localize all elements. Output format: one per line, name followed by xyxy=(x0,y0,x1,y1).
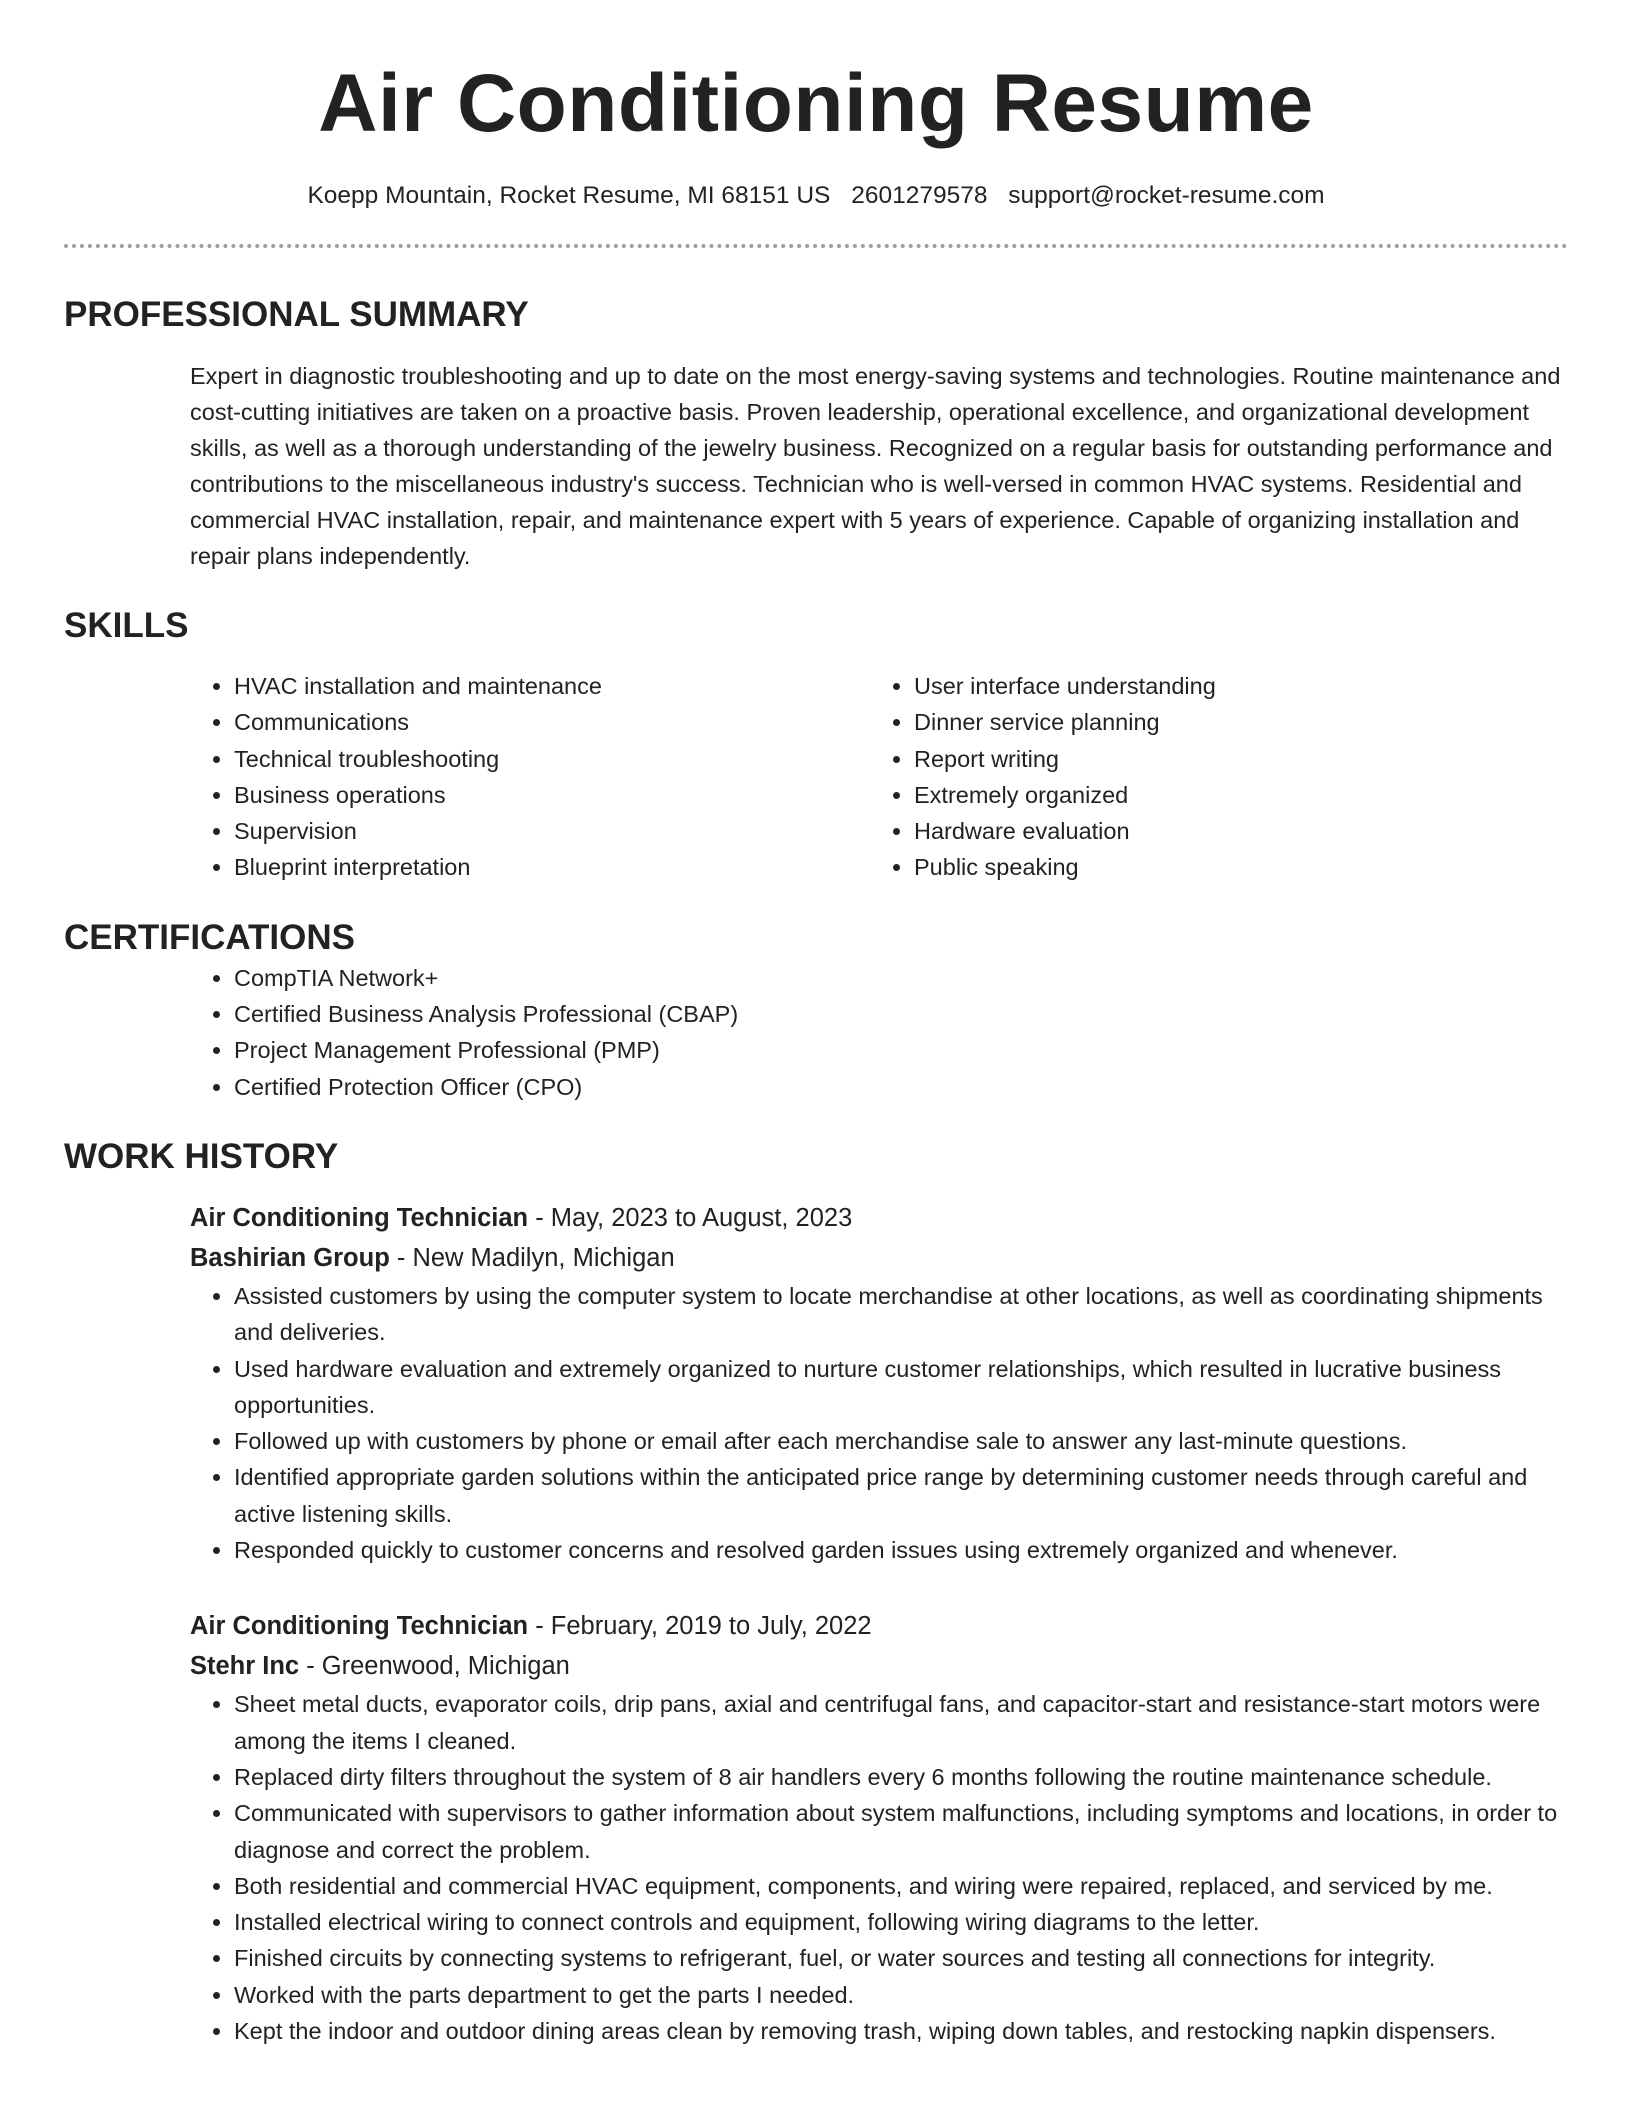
job-duty: • Finished circuits by connecting systems to refrigerant, fuel, or water sources and testing all connections for integrity. xyxy=(234,1940,1568,1976)
skill-item: • Public speaking xyxy=(914,849,1550,885)
job-entry xyxy=(190,1606,1568,2049)
job-company-line xyxy=(190,1238,1568,1278)
job-duty: • Followed up with customers by phone or email after each merchandise sale to answer any last-minute questions. xyxy=(234,1423,1568,1459)
skill-item: • Extremely organized xyxy=(914,777,1550,813)
resume-title: Air Conditioning Resume xyxy=(318,58,1314,149)
job-duty: • Responded quickly to customer concerns and resolved garden issues using extremely organized and whenever. xyxy=(234,1532,1568,1568)
contact-address: Koepp Mountain, Rocket Resume, MI 68151 US xyxy=(307,182,831,209)
skills-heading: SKILLS xyxy=(64,606,189,645)
job-title-line xyxy=(190,1606,1568,1646)
header-divider xyxy=(64,244,1568,248)
certification-item: • Project Management Professional (PMP) xyxy=(234,1032,1568,1068)
job-role: Air Conditioning Technician xyxy=(190,1612,529,1641)
skill-item: • Dinner service planning xyxy=(914,704,1550,740)
skill-item: • Supervision xyxy=(234,813,870,849)
contact-email: support@rocket-resume.com xyxy=(1008,182,1325,209)
skill-item: • Communications xyxy=(234,704,870,740)
work-history-heading: WORK HISTORY xyxy=(64,1136,339,1176)
job-role: Air Conditioning Technician xyxy=(190,1203,529,1232)
job-entry xyxy=(190,1198,1568,1568)
summary-text: Expert in diagnostic troubleshooting and up to date on the most energy-saving systems and technologies. Routine maintenance and cost-cutting initiatives are taken on a proactive basis. Proven leadership, operational excellence, and organizational development skills, as well as a thorough understanding of the jewelry business. Recognized on a regular basis for outstanding performance and contributions to the miscellaneous industry's success. Technician who is well-versed in common HVAC systems. Residential and commercial HVAC installation, repair, and maintenance expert with 5 years of experience. Capable of organizing installation and repair plans independently. xyxy=(190,363,1561,569)
job-location: - Greenwood, Michigan xyxy=(299,1652,570,1681)
skill-item: • Business operations xyxy=(234,777,870,813)
contact-phone: 2601279578 xyxy=(851,182,988,209)
certification-item: • CompTIA Network+ xyxy=(234,960,1568,996)
certifications-heading: CERTIFICATIONS xyxy=(64,917,356,957)
certification-item: • Certified Business Analysis Professional (CBAP) xyxy=(234,996,1568,1032)
skill-item: • Report writing xyxy=(914,741,1550,777)
job-company-line xyxy=(190,1646,1568,1686)
skill-item: • User interface understanding xyxy=(914,668,1550,704)
job-location: - New Madilyn, Michigan xyxy=(389,1243,675,1272)
skills-grid xyxy=(190,668,1568,886)
skill-item: • Hardware evaluation xyxy=(914,813,1550,849)
skills-column-left xyxy=(190,668,870,886)
certifications-list xyxy=(190,960,1568,1105)
job-duty: • Assisted customers by using the computer system to locate merchandise at other locations, as well as coordinating shipments and deliveries. xyxy=(234,1278,1568,1351)
job-dates: - May, 2023 to August, 2023 xyxy=(528,1203,853,1232)
job-duty: • Installed electrical wiring to connect controls and equipment, following wiring diagrams to the letter. xyxy=(234,1904,1568,1940)
certification-item: • Certified Protection Officer (CPO) xyxy=(234,1069,1568,1105)
job-company: Bashirian Group xyxy=(190,1243,390,1272)
job-duties-list xyxy=(190,1686,1568,2049)
job-dates: - February, 2019 to July, 2022 xyxy=(528,1612,872,1641)
job-duty: • Replaced dirty filters throughout the system of 8 air handlers every 6 months following the routine maintenance schedule. xyxy=(234,1759,1568,1795)
job-duty: • Sheet metal ducts, evaporator coils, drip pans, axial and centrifugal fans, and capacitor-start and resistance-start motors were among the items I cleaned. xyxy=(234,1686,1568,1759)
job-duty: • Both residential and commercial HVAC equipment, components, and wiring were repaired, replaced, and serviced by me. xyxy=(234,1868,1568,1904)
job-duty: • Kept the indoor and outdoor dining areas clean by removing trash, wiping down tables, and restocking napkin dispensers. xyxy=(234,2013,1568,2049)
skill-item: • HVAC installation and maintenance xyxy=(234,668,870,704)
resume-header xyxy=(64,0,1568,248)
job-duty: • Communicated with supervisors to gather information about system malfunctions, including symptoms and locations, in order to diagnose and correct the problem. xyxy=(234,1795,1568,1868)
skill-item: • Technical troubleshooting xyxy=(234,741,870,777)
skill-item: • Blueprint interpretation xyxy=(234,849,870,885)
job-title-line xyxy=(190,1198,1568,1238)
job-duty: • Worked with the parts department to get the parts I needed. xyxy=(234,1977,1568,2013)
job-duties-list xyxy=(190,1278,1568,1568)
job-company: Stehr Inc xyxy=(190,1652,300,1681)
contact-line xyxy=(64,180,1568,212)
skills-column-right xyxy=(870,668,1550,886)
summary-heading: PROFESSIONAL SUMMARY xyxy=(64,295,529,334)
job-duty: • Identified appropriate garden solutions within the anticipated price range by determining customer needs through careful and active listening skills. xyxy=(234,1459,1568,1532)
job-duty: • Used hardware evaluation and extremely organized to nurture customer relationships, which resulted in lucrative business opportunities. xyxy=(234,1351,1568,1424)
